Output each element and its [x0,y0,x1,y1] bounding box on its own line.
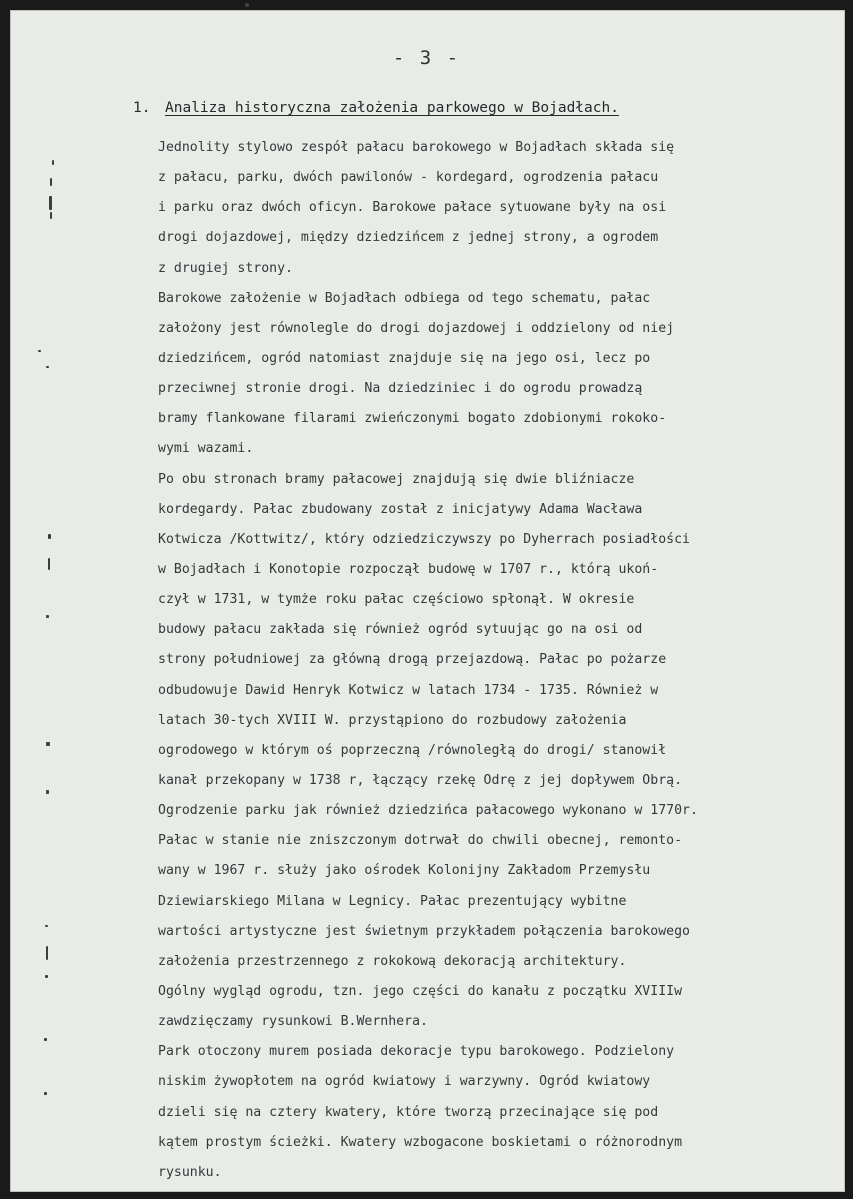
body-text [158,133,818,1188]
section-heading [133,100,619,116]
page-number: - 3 - [392,47,461,69]
text-line: Jednolity stylowo zespół pałacu barokowego w Bojadłach składa się [158,140,675,155]
punch-dot [245,3,249,7]
text-line: odbudowuje Dawid Henryk Kotwicz w latach 1734 - 1735. Również w [158,682,659,698]
text-line: budowy pałacu zakłada się również ogród sytuując go na osi od [158,622,643,638]
text-line: Park otoczony murem posiada dekoracje typu barokowego. Podzielony [158,1044,675,1060]
margin-mark [46,615,49,618]
margin-mark [45,975,48,978]
text-line: kordegardy. Pałac zbudowany został z inicjatywy Adama Wacława [158,501,643,517]
margin-mark [44,1092,47,1095]
margin-mark [49,196,52,210]
text-line: Po obu stronach bramy pałacowej znajdują się dwie bliźniacze [158,471,635,487]
margin-mark [48,558,50,570]
section-number: 1. [133,100,151,116]
margin-mark [50,212,52,219]
text-line: drogi dojazdowej, między dziedzińcem z jednej strony, a ogrodem [158,230,659,246]
text-line: rysunku. [158,1164,222,1180]
text-line: Ogrodzenie parku jak również dziedzińca pałacowego wykonano w 1770r. [158,803,698,819]
margin-mark [46,366,49,368]
text-line: z drugiej strony. [158,260,293,276]
text-line: założenia przestrzennego z rokokową dekoracją architektury. [158,953,627,969]
margin-mark [44,1038,47,1041]
text-line: kątem prostym ścieżki. Kwatery wzbogacone boskietami o różnorodnym [158,1134,683,1150]
text-line: Pałac w stanie nie zniszczonym dotrwał do chwili obecnej, remonto- [158,833,683,849]
margin-mark [46,946,48,960]
text-line: Ogólny wygląd ogrodu, tzn. jego części do kanału z początku XVIIIw [158,983,683,999]
margin-mark [45,925,48,927]
margin-mark [48,534,51,539]
text-line: zawdzięczamy rysunkowi B.Wernhera. [158,1014,428,1030]
margin-mark [50,178,52,186]
text-line: dziedzińcem, ogród natomiast znajduje się na jego osi, lecz po [158,350,651,366]
text-line: czył w 1731, w tymże roku pałac częściowo spłonął. W okresie [158,592,635,608]
text-line: wartości artystyczne jest świetnym przykładem połączenia barokowego [158,923,690,939]
text-line: wymi wazami. [158,441,254,457]
section-title: Analiza historyczna założenia parkowego w Bojadłach. [165,100,619,116]
text-line: kanał przekopany w 1738 r, łączący rzekę Odrę z jej dopływem Obrą. [158,772,683,788]
text-line: niskim żywopłotem na ogród kwiatowy i warzywny. Ogród kwiatowy [158,1074,651,1090]
text-line: Dziewiarskiego Milana w Legnicy. Pałac prezentujący wybitne [158,893,627,909]
margin-mark [52,160,54,165]
text-line: bramy flankowane filarami zwieńczonymi bogato zdobionymi rokoko- [158,411,667,427]
text-line: założony jest równolegle do drogi dojazdowej i oddzielony od niej [158,320,675,336]
text-line: latach 30-tych XVIII W. przystąpiono do rozbudowy założenia [158,712,627,728]
text-line: przeciwnej stronie drogi. Na dziedziniec i do ogrodu prowadzą [158,381,643,397]
text-line: Barokowe założenie w Bojadłach odbiega od tego schematu, pałac [158,290,651,306]
text-line: Kotwicza /Kottwitz/, który odziedziczywszy po Dyherrach posiadłości [158,531,690,547]
text-line: strony południowej za główną drogą przejazdową. Pałac po pożarze [158,652,667,668]
text-line: w Bojadłach i Konotopie rozpoczął budowę w 1707 r., którą ukoń- [158,561,659,577]
margin-mark [46,790,49,794]
text-line: z pałacu, parku, dwóch pawilonów - kordegard, ogrodzenia pałacu [158,170,659,186]
margin-mark [38,350,41,352]
text-line: dzieli się na cztery kwatery, które tworzą przecinające się pod [158,1104,659,1120]
text-line: i parku oraz dwóch oficyn. Barokowe pałace sytuowane były na osi [158,200,667,216]
text-line: wany w 1967 r. służy jako ośrodek Kolonijny Zakładom Przemysłu [158,863,651,879]
margin-mark [46,742,50,746]
text-line: ogrodowego w którym oś poprzeczną /równoległą do drogi/ stanowił [158,742,667,758]
